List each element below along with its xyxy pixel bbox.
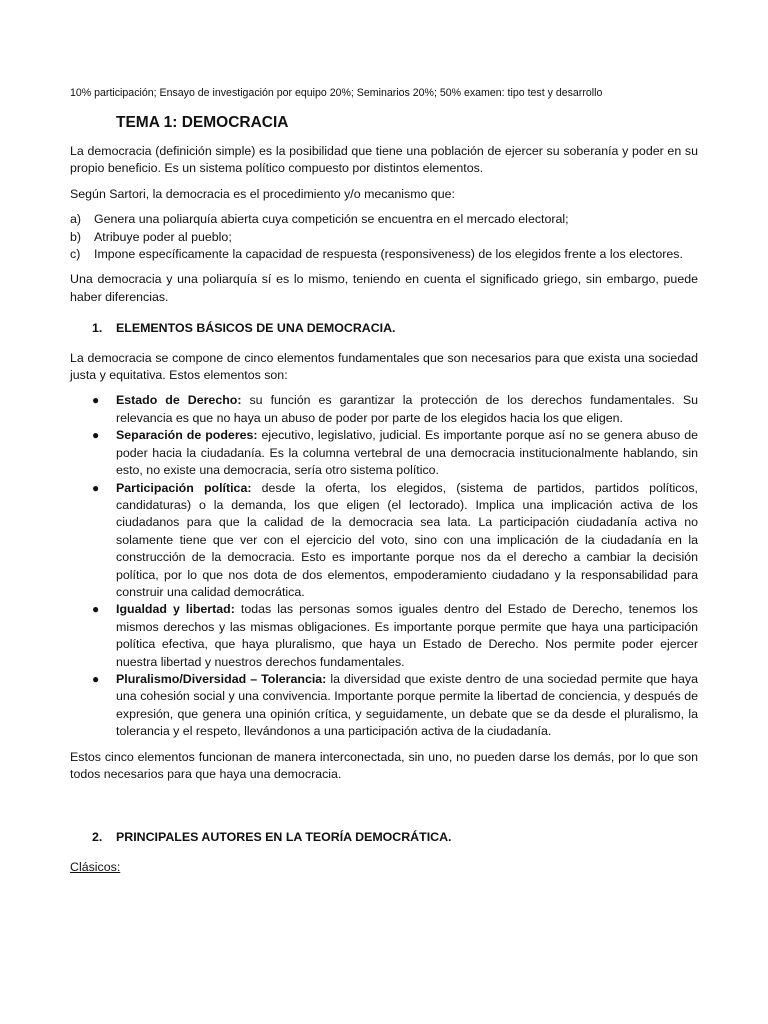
section-number: 2. <box>92 830 103 845</box>
list-marker: b) <box>70 229 82 244</box>
spacer <box>70 791 698 815</box>
bullet-icon: ● <box>92 428 100 443</box>
list-item <box>70 671 698 741</box>
element-text: ejecutivo, legislativo, judicial. Es importante porque así no se genera abuso de poder hacia la ciudadanía. Es la columna vertebral de una democracia institucionalmente hablando, sin esto, no existe una democracia, sería otro sistema político. <box>116 428 698 478</box>
list-marker: a) <box>70 212 82 227</box>
section-title: PRINCIPALES AUTORES EN LA TEORÍA DEMOCRÁTICA. <box>116 830 452 845</box>
list-item <box>70 229 698 246</box>
section-1-intro: La democracia se compone de cinco elementos fundamentales que son necesarios para que exista una sociedad justa y equitativa. Estos elementos son: <box>70 350 698 383</box>
section-2-heading <box>92 829 698 846</box>
section-title: ELEMENTOS BÁSICOS DE UNA DEMOCRACIA. <box>116 321 396 336</box>
list-item <box>70 427 698 479</box>
list-item-text: Impone específicamente la capacidad de respuesta (responsiveness) de los elegidos frente a los electores. <box>94 247 683 262</box>
element-term: Estado de Derecho: <box>116 393 242 408</box>
bullet-icon: ● <box>92 480 100 495</box>
list-item-text: Genera una poliarquía abierta cuya competición se encuentra en el mercado electoral; <box>94 212 569 227</box>
bullet-icon: ● <box>92 393 100 408</box>
element-term: Separación de poderes: <box>116 428 258 443</box>
tema-title: TEMA 1: DEMOCRACIA <box>116 114 289 131</box>
sartori-list <box>70 211 698 263</box>
section-number: 1. <box>92 321 103 336</box>
bullet-icon: ● <box>92 602 100 617</box>
section-1-outro: Estos cinco elementos funcionan de manera interconectada, sin uno, no pueden darse los demás, por lo que son todos necesarios para que haya una democracia. <box>70 749 698 781</box>
list-marker: c) <box>70 247 81 262</box>
element-text: todas las personas somos iguales dentro del Estado de Derecho, tenemos los mismos derechos y las mismas obligaciones. Es importante porque permite que haya una participación política efectiva, que haya pluralismo, que haya un Estado de Derecho. Nos permite poder ejercer nuestra libertad y nuestros derechos fundamentales. <box>116 602 698 669</box>
elements-list <box>70 392 698 740</box>
list-item <box>70 246 698 263</box>
intro-paragraph: La democracia (definición simple) es la posibilidad que tiene una población de ejercer su soberanía y poder en su propio beneficio. Es un sistema político compuesto por distintos elementos. <box>70 144 698 176</box>
list-item <box>70 211 698 228</box>
element-term: Pluralismo/Diversidad – Tolerancia: <box>116 671 327 686</box>
element-term: Participación política: <box>116 480 252 495</box>
element-text: desde la oferta, los elegidos, (sistema de partidos, partidos políticos, candidaturas) o la demanda, los que eligen (el lectorado). Implica una implicación activa de los ciudadanos para que la calidad de la democracia sea lata. La participación ciudadanía activa no solamente tiene que ver con el ejercicio del voto, sino con una implicación de la ciudadanía en la construcción de la democracia. Esto es importante porque nos da el derecho a cambiar la decisión política, por lo que nos dota de dos elementos, empoderamiento ciudadano y la responsabilidad para construir una calidad democrática. <box>116 480 698 599</box>
section-1-heading <box>92 320 698 337</box>
element-text: su función es garantizar la protección de los derechos fundamentales. Su relevancia es que no haya un abuso de poder por parte de los elegidos hacia los que eligen. <box>116 393 698 425</box>
grading-line: 10% participación; Ensayo de investigación por equipo 20%; Seminarios 20%; 50% examen: tipo test y desarrollo <box>70 87 603 99</box>
element-term: Igualdad y libertad: <box>116 602 235 617</box>
list-item <box>70 392 698 427</box>
list-item-text: Atribuye poder al pueblo; <box>94 229 232 244</box>
list-item <box>70 601 698 671</box>
element-text: la diversidad que existe dentro de una sociedad permite que haya una cohesión social y una convivencia. Importante porque permite la libertad de conciencia, y después de expresión, que genera una opinión crítica, y seguidamente, un debate que se da desde el pluralismo, la tolerancia y el respeto, llevándonos a una participación activa de la ciudadanía. <box>116 671 698 739</box>
poliarquia-paragraph: Una democracia y una poliarquía sí es lo mismo, teniendo en cuenta el significado griego, sin embargo, puede haber diferencias. <box>70 272 698 304</box>
clasicos-label: Clásicos: <box>70 859 121 874</box>
list-item <box>70 480 698 602</box>
sartori-intro: Según Sartori, la democracia es el procedimiento y/o mecanismo que: <box>70 186 455 201</box>
bullet-icon: ● <box>92 671 100 686</box>
